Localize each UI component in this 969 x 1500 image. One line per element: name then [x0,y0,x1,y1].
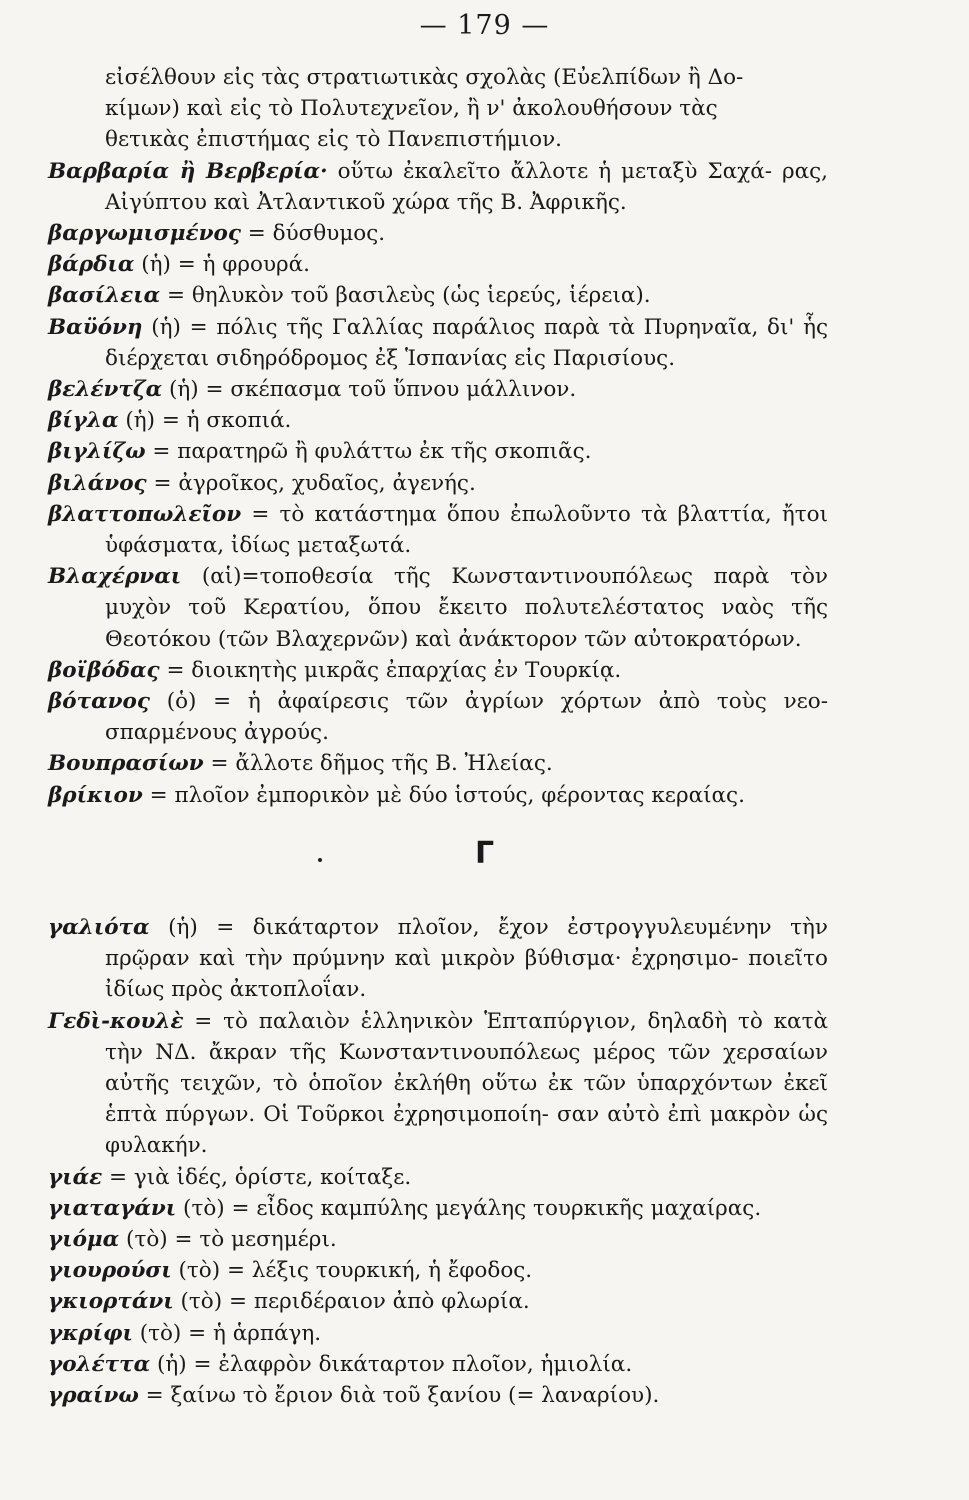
entry-definition: (ἡ) = ἡ φρουρά. [134,252,311,278]
dictionary-entry [48,280,828,311]
dictionary-entry [48,1224,828,1255]
dictionary-entry [48,748,828,779]
entry-headword: Βαρβαρία ἢ Βερβερία· [48,158,328,184]
entry-definition: (ἡ) = πόλις τῆς Γαλλίας παράλιος παρὰ τὰ Πυρηναῖα, δι' ἧς διέρχεται σιδηρόδρομος ἐξ Ἱσπανίας εἰς Παρισίους. [105,314,828,371]
entry-definition: (τὸ) = λέξις τουρκική, ἡ ἔφοδος. [171,1258,533,1284]
entry-headword: γιαταγάνι [48,1195,177,1221]
continued-line: εἰσέλθουν εἰς τὰς στρατιωτικὰς σχολὰς (Εὐελπίδων ἢ Δο- [105,65,744,90]
entry-headword: γραίνω [48,1383,139,1409]
entry-definition: (ὁ) = ἡ ἀφαίρεσις τῶν ἀγρίων χόρτων ἀπὸ τοὺς νεο- σπαρμένους ἀγρούς. [105,689,828,746]
entry-definition: = τὸ παλαιὸν ἑλληνικὸν Ἑπταπύργιον, δηλαδὴ τὸ κατὰ τὴν ΝΔ. ἄκραν τῆς Κωνσταντινουπόλεως μέρος τῶν χερσαίων αὐτῆς τειχῶν, τὸ ὁποῖον ἐκλήθη οὕτω ἐκ τῶν ὑπαρχόντων ἐκεῖ ἑπτὰ πύργων. Οἱ Τοῦρκοι ἐχρησιμοποίη- σαν αὐτὸ ἐπὶ μακρὸν ὡς φυλακήν. [105,1008,828,1159]
entry-definition: = ἀγροῖκος, χυδαῖος, ἀγενής. [146,470,476,496]
dictionary-entry [48,1318,828,1349]
continued-line: θετικὰς ἐπιστήμας εἰς τὸ Πανεπιστήμιον. [105,127,563,153]
entry-headword: Γεδὶ-κουλὲ [48,1008,184,1034]
dictionary-entries-b [48,62,828,811]
page-number: — 179 — [419,10,550,41]
dictionary-entry [48,374,828,405]
dictionary-entry [48,1380,828,1411]
entry-definition: = πλοῖον ἐμπορικὸν μὲ δύο ἱστούς, φέροντας κεραίας. [142,782,745,808]
dictionary-entry [48,1349,828,1380]
dictionary-entry [48,1162,828,1193]
dictionary-entry [48,561,828,655]
entry-headword: Βαϋόνη [48,314,143,340]
dictionary-entry [48,1286,828,1317]
dictionary-entry [48,655,828,686]
entry-headword: βίγλα [48,408,119,434]
continued-text [48,62,828,156]
entry-definition: (ἡ) = ἡ σκοπιά. [118,408,292,434]
entry-headword: βασίλεια [48,283,161,309]
entry-definition: (ἡ) = σκέπασμα τοῦ ὕπνου μάλλινον. [162,377,577,403]
entry-definition: (ἡ) = ἐλαφρὸν δικάταρτον πλοῖον, ἡμιολία. [150,1351,633,1377]
entry-definition: = θηλυκὸν τοῦ βασιλεὺς (ὡς ἱερεύς, ἱέρεια). [160,283,651,309]
entry-definition: οὕτω ἐκαλεῖτο ἄλλοτε ἡ μεταξὺ Σαχά- ρας, Αἰγύπτου καὶ Ἀτλαντικοῦ χώρα τῆς Β. Ἀφρικῆς. [105,158,828,215]
entry-headword: βοϊβόδας [48,657,160,683]
dictionary-entry [48,312,828,374]
entry-headword: γιάε [48,1164,103,1190]
entry-headword: γιόμα [48,1227,120,1253]
dictionary-entry [48,1006,828,1162]
entry-definition: = τὸ κατάστημα ὅπου ἐπωλοῦντο τὰ βλαττία, ἤτοι ὑφάσματα, ἰδίως μεταξωτά. [105,501,828,559]
dictionary-entry [48,468,828,499]
entry-definition: (τὸ) = ἡ ἁρπάγη. [132,1320,322,1346]
entry-headword: γαλιότα [48,915,150,940]
dictionary-entries-g [48,912,828,1411]
entry-headword: γκρίφι [48,1320,133,1346]
entry-headword: γιουρούσι [48,1258,172,1284]
entry-headword: βελέντζα [48,377,163,403]
entry-headword: βάρδια [48,252,135,278]
entry-definition: = ξαίνω τὸ ἔριον διὰ τοῦ ξανίου (= λαναρίου). [138,1383,660,1409]
entry-definition: (τὸ) = εἶδος καμπύλης μεγάλης τουρκικῆς μαχαίρας. [176,1195,762,1221]
entry-definition: = ἄλλοτε δῆμος τῆς Β. Ἠλείας. [203,751,553,777]
entry-headword: βλαττοπωλεῖον [48,501,242,527]
dictionary-entry [48,405,828,436]
dictionary-entry [48,686,828,748]
entry-headword: βιλάνος [48,470,147,496]
entry-definition: (ἡ) = δικάταρτον πλοῖον, ἔχον ἐστρογγυλευμένην τὴν πρῷραν καὶ τὴν πρύμνην καὶ μικρὸν βύθισμα· ἐχρησιμο- ποιεῖτο ἰδίως πρὸς ἀκτοπλοΐαν. [105,915,828,1003]
dictionary-entry [48,436,828,467]
dictionary-entry [48,218,828,249]
continued-line: κίμων) καὶ εἰς τὸ Πολυτεχνεῖον, ἢ ν' ἀκολουθήσουν τὰς [105,96,718,122]
dictionary-entry [48,1255,828,1286]
entry-definition: = δύσθυμος. [240,221,386,247]
entry-headword: βότανος [48,689,150,715]
dictionary-entry [48,499,828,561]
entry-headword: βρίκιον [48,782,143,808]
entry-definition: (τὸ) = περιδέραιον ἀπὸ φλωρία. [173,1289,530,1315]
entry-definition: = γιὰ ἰδές, ὁρίστε, κοίταξε. [102,1164,412,1190]
dictionary-entry [48,156,828,218]
entry-definition: = διοικητὴς μικρᾶς ἐπαρχίας ἐν Τουρκίᾳ. [159,657,622,683]
entry-headword: βαργωμισμένος [48,221,241,247]
entry-headword: γολέττα [48,1351,151,1377]
dictionary-entry [48,249,828,280]
entry-headword: Βουπρασίων [48,751,204,777]
entry-definition: (τὸ) = τὸ μεσημέρι. [119,1227,337,1253]
entry-headword: γκιορτάνι [48,1289,174,1315]
entry-definition: = παρατηρῶ ἢ φυλάττω ἐκ τῆς σκοπιᾶς. [145,439,592,465]
entry-headword: βιγλίζω [48,439,146,465]
entry-headword: Βλαχέρναι [48,564,182,590]
entry-definition: (αἱ)=τοποθεσία τῆς Κωνσταντινουπόλεως παρὰ τὸν μυχὸν τοῦ Κερατίου, ὅπου ἔκειτο πολυτελέστατος ναὸς τῆς Θεοτόκου (τῶν Βλαχερνῶν) καὶ ἀνάκτορον τῶν αὐτοκρατόρων. [105,564,828,652]
dictionary-entry [48,780,828,811]
dictionary-entry [48,912,828,1006]
section-letter: Γ [474,836,495,871]
dictionary-entry [48,1193,828,1224]
